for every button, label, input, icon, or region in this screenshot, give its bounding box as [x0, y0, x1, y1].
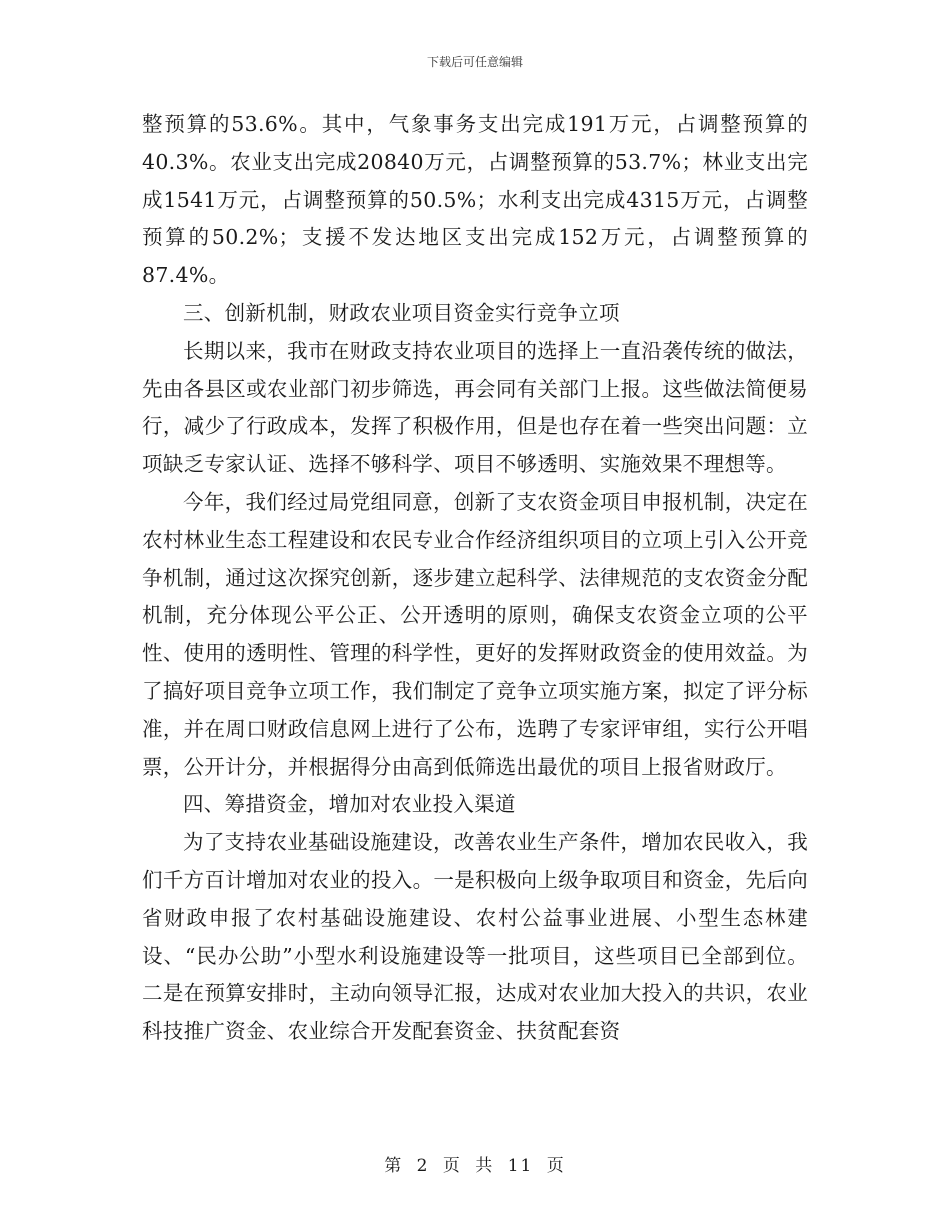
paragraph-competition-mechanism: 今年，我们经过局党组同意，创新了支农资金项目申报机制，决定在农村林业生态工程建设和农民专业合作经济组织项目的立项上引入公开竞争机制，通过这次探究创新，逐步建立起科学、法律规范的支农资金分配机制，充分体现公平公正、公开透明的原则，确保支农资金立项的公平性、使用的透明性、管理的科学性，更好的发挥财政资金的使用效益。为了搞好项目竞争立项工作，我们制定了竞争立项实施方案，拟定了评分标准，并在周口财政信息网上进行了公布，选聘了专家评审组，实行公开唱票，公开计分，并根据得分由高到低筛选出最优的项目上报省财政厅。 — [142, 489, 808, 779]
paragraph-traditional-method: 长期以来，我市在财政支持农业项目的选择上一直沿袭传统的做法，先由各县区或农业部门初步筛选，再会同有关部门上报。这些做法简便易行，减少了行政成本，发挥了积极作用，但是也存在着一些突出问题：立项缺乏专家认证、选择不够科学、项目不够透明、实施效果不理想等。 — [142, 338, 808, 477]
document-body — [142, 106, 808, 1051]
section-heading-3: 三、创新机制，财政农业项目资金实行竞争立项 — [183, 300, 620, 325]
page-header: 下载后可任意编辑 — [426, 55, 523, 69]
paragraph-fund-raising: 为了支持农业基础设施建设，改善农业生产条件，增加农民收入，我们千方百计增加对农业的投入。一是积极向上级争取项目和资金，先后向省财政申报了农村基础设施建设、农村公益事业进展、小型生态林建设、“民办公助”小型水利设施建设等一批项目，这些项目已全部到位。二是在预算安排时，主动向领导汇报，达成对农业加大投入的共识，农业科技推广资金、农业综合开发配套资金、扶贫配套资 — [142, 830, 808, 1044]
paragraph-budget-continuation: 整预算的53.6%。其中，气象事务支出完成191万元，占调整预算的40.3%。农业支出完成20840万元，占调整预算的53.7%；林业支出完成1541万元，占调整预算的50.5%；水利支出完成4315万元，占调整预算的50.2%；支援不发达地区支出完成152万元，占调整预算的87.4%。 — [142, 112, 808, 288]
page-number: 第 2 页 共 11 页 — [384, 1156, 566, 1176]
section-heading-4: 四、筹措资金，增加对农业投入渠道 — [183, 792, 516, 817]
